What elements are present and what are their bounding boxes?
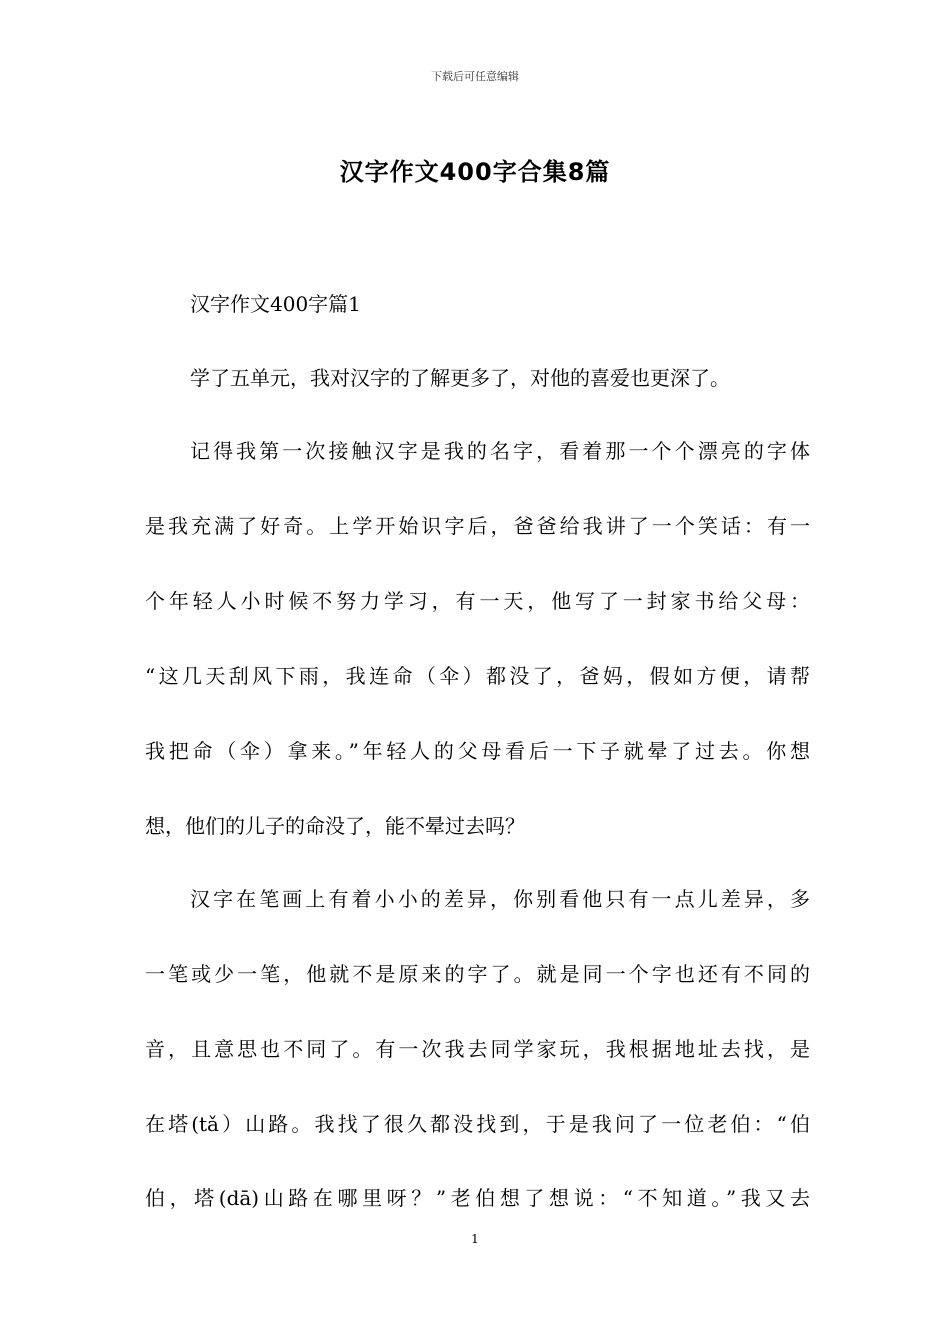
paragraph-line: 想，他们的儿子的命没了，能不晕过去吗？ [145, 814, 525, 838]
paragraph-line: 是我充满了好奇。上学开始识字后，爸爸给我讲了一个笑话：有一 [145, 514, 810, 538]
paragraph-line: 个年轻人小时候不努力学习，有一天，他写了一封家书给父母： [145, 589, 810, 613]
paragraph-line: 音，且意思也不同了。有一次我去同学家玩，我根据地址去找，是 [145, 1037, 810, 1061]
paragraph-line: “这几天刮风下雨，我连命（伞）都没了，爸妈，假如方便，请帮 [145, 664, 810, 688]
paragraph-line: 一笔或少一笔，他就不是原来的字了。就是同一个字也还有不同的 [145, 962, 810, 986]
paragraph-line: 在塔(tǎ）山路。我找了很久都没找到，于是我问了一位老伯：“伯 [145, 1112, 810, 1136]
paragraph-line: 伯，塔(dā)山路在哪里呀？”老伯想了想说：“不知道。”我又去 [145, 1186, 810, 1210]
paragraph-line: 我把命（伞）拿来。”年轻人的父母看后一下子就晕了过去。你想 [145, 739, 810, 763]
header-note: 下载后可任意编辑 [431, 70, 519, 83]
page-number: 1 [471, 1232, 479, 1246]
section-heading: 汉字作文400字篇1 [190, 292, 361, 316]
paragraph-line: 学了五单元，我对汉字的了解更多了，对他的喜爱也更深了。 [190, 366, 730, 390]
paragraph-line: 记得我第一次接触汉字是我的名字，看着那一个个漂亮的字体 [190, 439, 810, 463]
document-title: 汉字作文400字合集8篇 [339, 158, 611, 186]
paragraph-line: 汉字在笔画上有着小小的差异，你别看他只有一点儿差异，多 [190, 887, 810, 911]
